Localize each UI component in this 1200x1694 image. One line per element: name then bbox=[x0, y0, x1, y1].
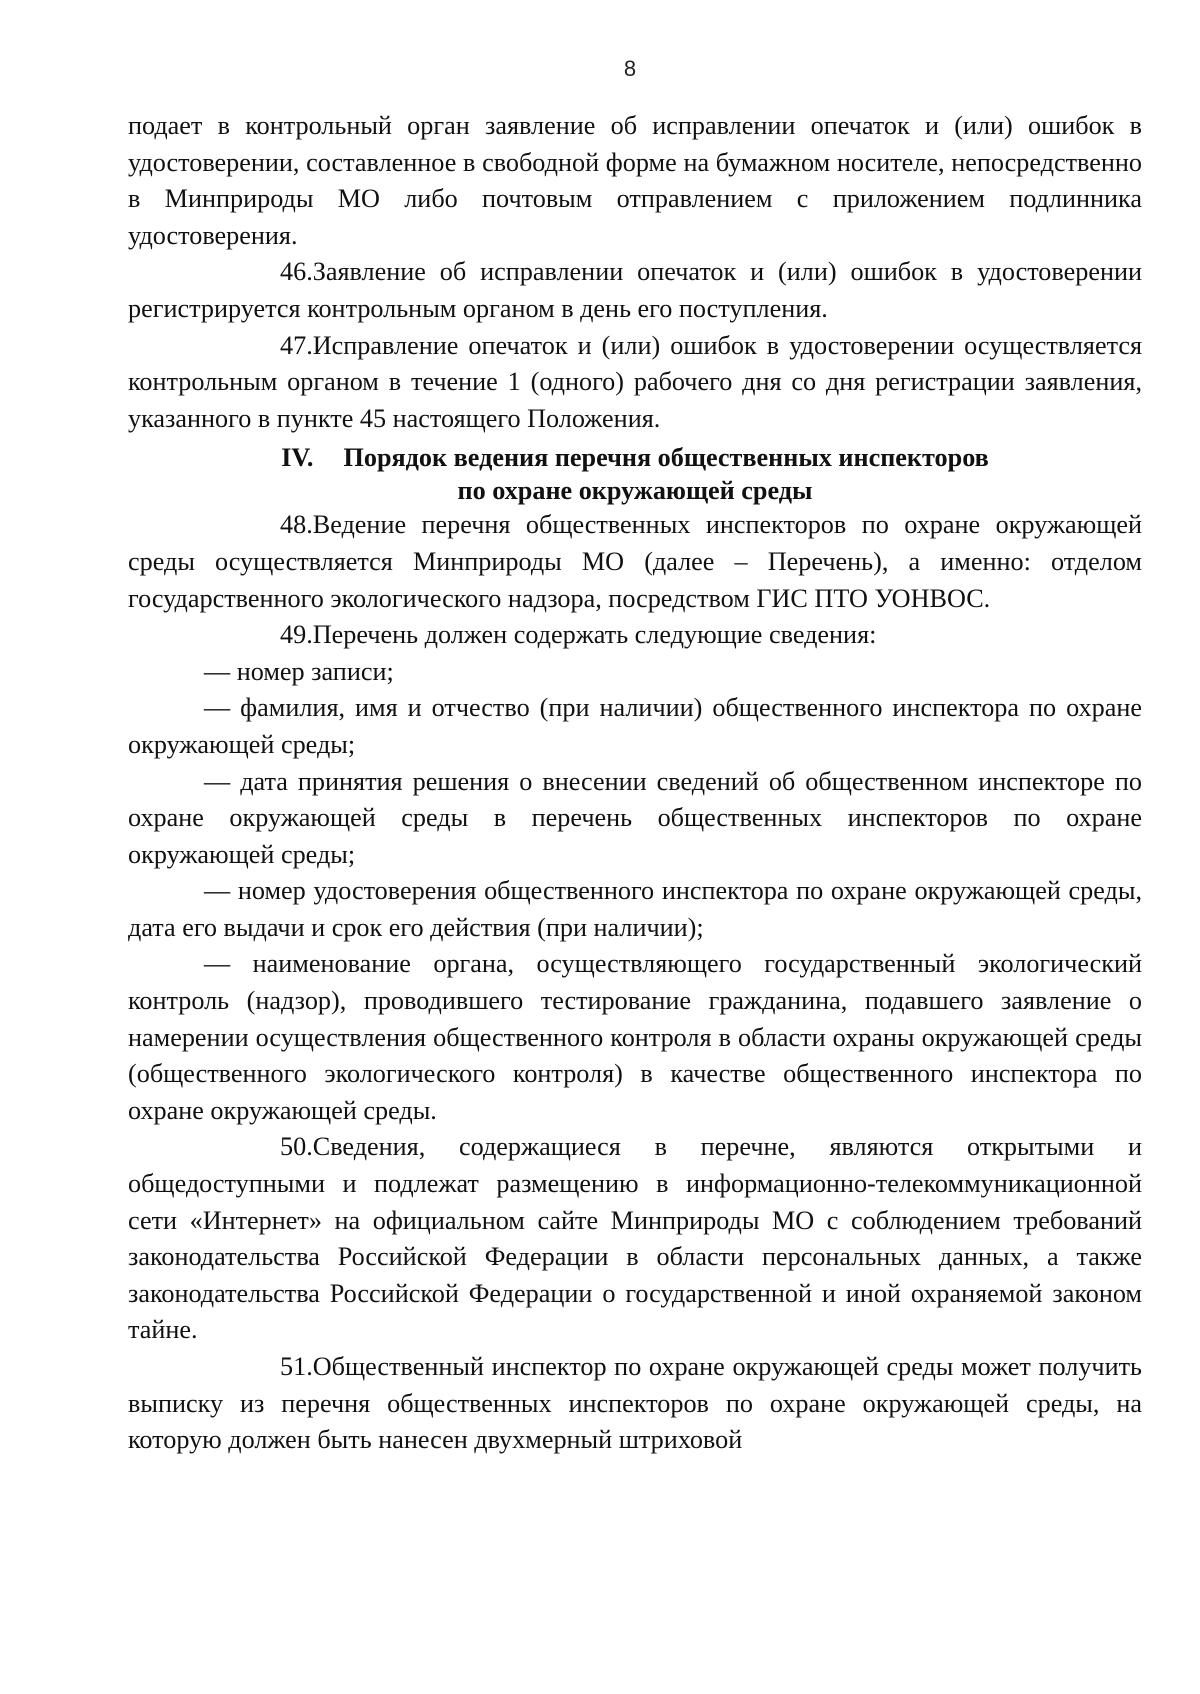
paragraph-text: Общественный инспектор по охране окружающей среды может получить выписку из перечня общественных инспекторов по охране окружающей среды, на которую должен быть нанесен двухмерный штриховой bbox=[128, 1352, 1142, 1455]
section-title-line-2: по охране окружающей среды bbox=[457, 476, 813, 506]
continuation-paragraph: подает в контрольный орган заявление об исправлении опечаток и (или) ошибок в удостоверении, составленное в свободной форме на бумажном носителе, непосредственно в Минприроды МО либо почтовым отправлением с приложением подлинника удостоверения. bbox=[128, 111, 1142, 250]
paragraph-text: Сведения, содержащиеся в перечне, являются открытыми и общедоступными и подлежат размещению в информационно-телекоммуникационной сети «Интернет» на официальном сайте Минприроды МО с соблюдением требований законодательства Российской Федерации в области персональных данных, а также законодательства Российской Федерации о государственной и иной охраняемой законом тайне. bbox=[128, 1132, 1142, 1345]
paragraph-number: 50. bbox=[280, 1132, 313, 1162]
list-item: — наименование органа, осуществляющего государственный экологический контроль (надзор), проводившего тестирование гражданина, подавшего заявление о намерении осуществления общественного контроля в области охраны окружающей среды (общественного экологического контроля) в качестве общественного инспектора по охране окружающей среды. bbox=[128, 949, 1142, 1125]
page-number: 8 bbox=[623, 56, 637, 81]
paragraph-number: 49. bbox=[280, 620, 313, 650]
list-item: — дата принятия решения о внесении сведений об общественном инспекторе по охране окружающей среды в перечень общественных инспекторов по охране окружающей среды; bbox=[128, 766, 1142, 869]
paragraph-text: Заявление об исправлении опечаток и (или) ошибок в удостоверении регистрируется контрольным органом в день его поступления. bbox=[128, 257, 1142, 323]
list-item: — номер удостоверения общественного инспектора по охране окружающей среды, дата его выдачи и срок его действия (при наличии); bbox=[128, 876, 1142, 942]
paragraph-51 bbox=[128, 1349, 1142, 1459]
paragraph-49 bbox=[128, 617, 1142, 654]
list-item: — номер записи; bbox=[204, 656, 394, 686]
section-heading bbox=[128, 441, 1142, 507]
paragraph-number: 46. bbox=[280, 257, 313, 287]
paragraph-text: Исправление опечаток и (или) ошибок в удостоверении осуществляется контрольным органом в течение 1 (одного) рабочего дня со дня регистрации заявления, указанного в пункте 45 настоящего Положения. bbox=[128, 330, 1142, 433]
section-title-line-1: Порядок ведения перечня общественных инспекторов bbox=[343, 443, 989, 473]
paragraph-47 bbox=[128, 328, 1142, 438]
document-body bbox=[128, 108, 1142, 1459]
paragraph-number: 51. bbox=[280, 1352, 313, 1381]
paragraph-50 bbox=[128, 1129, 1142, 1349]
list-item: — фамилия, имя и отчество (при наличии) общественного инспектора по охране окружающей среды; bbox=[128, 693, 1142, 759]
paragraph-number: 48. bbox=[280, 510, 313, 540]
paragraph-number: 47. bbox=[280, 330, 313, 360]
paragraph-text: Перечень должен содержать следующие сведения: bbox=[312, 620, 877, 650]
paragraph-text: Ведение перечня общественных инспекторов по охране окружающей среды осуществляется Минприроды МО (далее – Перечень), а именно: отделом государственного экологического надзора, посредством ГИС ПТО УОНВОС. bbox=[128, 510, 1142, 613]
section-number: IV. bbox=[281, 443, 314, 473]
paragraph-48 bbox=[128, 507, 1142, 617]
paragraph-46 bbox=[128, 254, 1142, 327]
section-heading-line-1 bbox=[128, 441, 1142, 474]
